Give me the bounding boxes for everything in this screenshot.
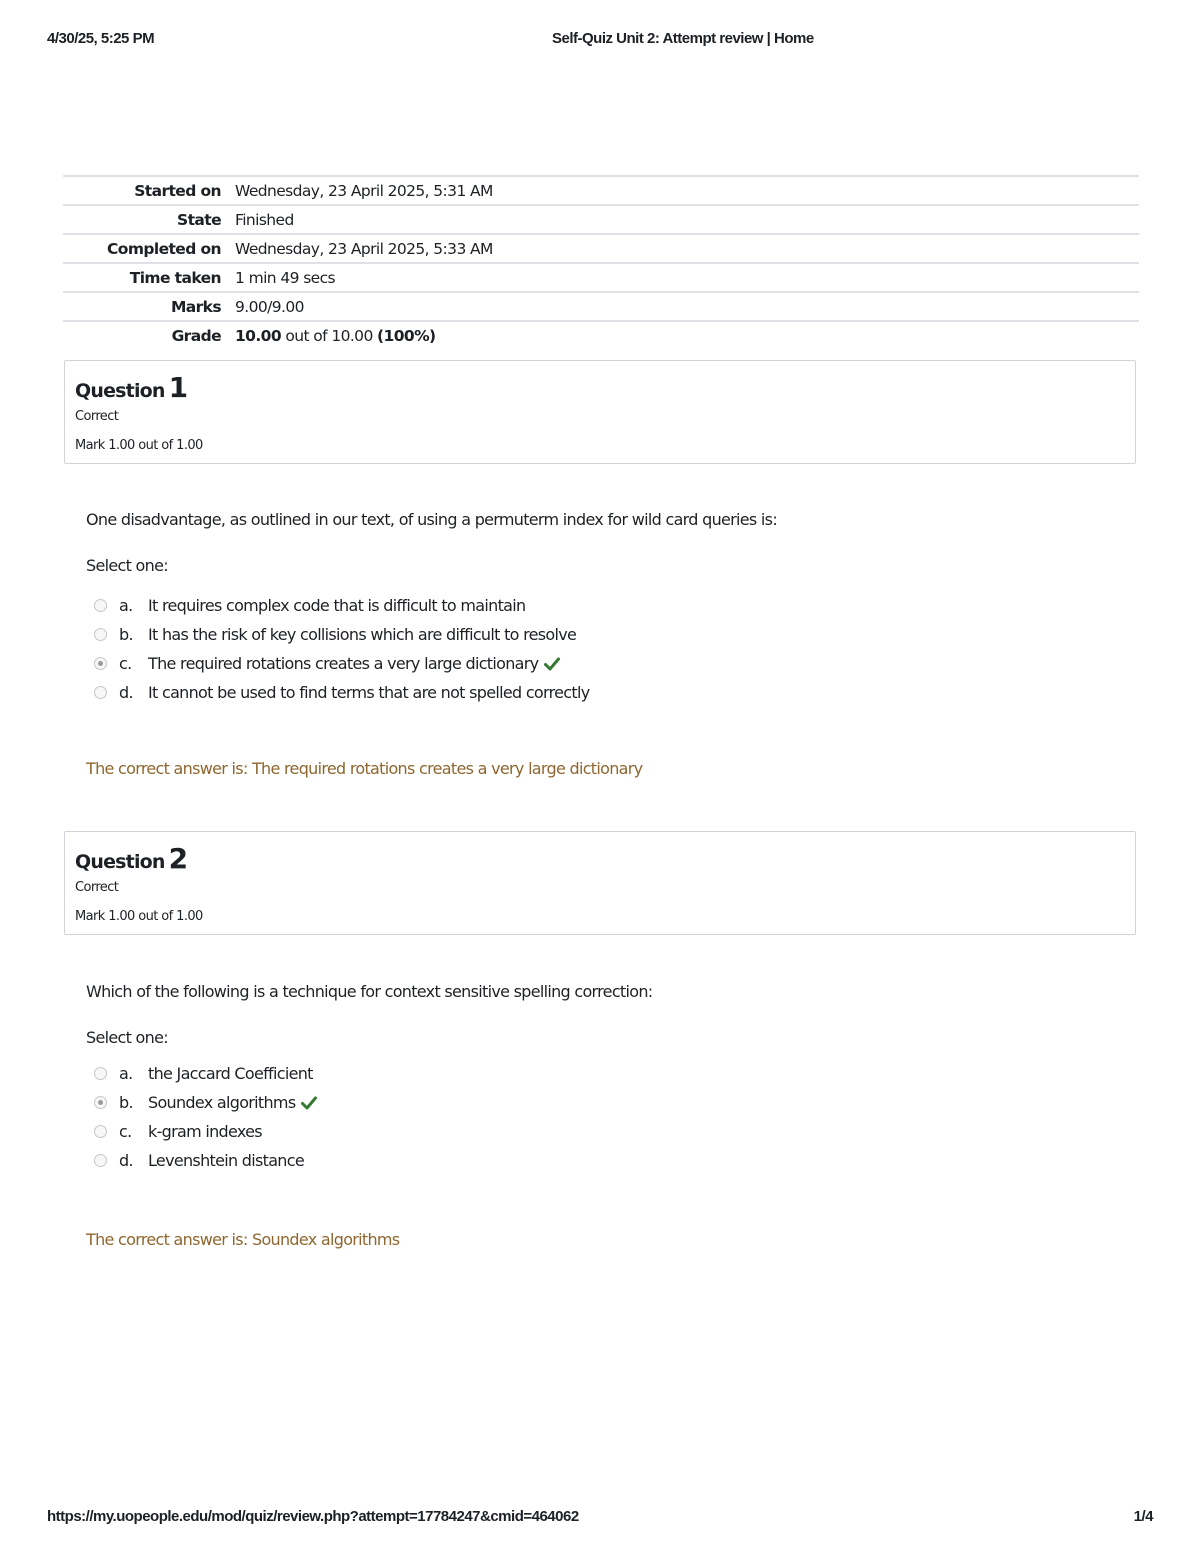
attempt-summary-table xyxy=(63,175,1139,349)
print-title: Self-Quiz Unit 2: Attempt review | Home xyxy=(552,30,814,47)
question-number-value: 1 xyxy=(168,371,188,404)
question-info-1 xyxy=(64,360,1136,464)
summary-value: Wednesday, 23 April 2025, 5:31 AM xyxy=(235,181,493,200)
answer-option-b[interactable] xyxy=(94,620,589,649)
grade-percent: (100%) xyxy=(377,326,436,345)
summary-row-marks xyxy=(63,292,1139,321)
answer-letter: c. xyxy=(119,1122,132,1141)
select-one-prompt: Select one: xyxy=(86,1028,168,1047)
answer-text: k-gram indexes xyxy=(148,1122,262,1141)
answer-letter: b. xyxy=(119,625,133,644)
answer-option-b[interactable] xyxy=(94,1088,317,1117)
question-state: Correct xyxy=(75,880,119,895)
question-content-1 xyxy=(86,510,1126,778)
correct-answer-feedback: The correct answer is: The required rotations creates a very large dictionary xyxy=(86,759,643,778)
summary-value xyxy=(229,321,1139,349)
page-number: 1/4 xyxy=(1133,1508,1153,1525)
summary-label: Marks xyxy=(170,297,221,316)
question-number xyxy=(75,371,187,404)
answer-text: Soundex algorithms xyxy=(148,1093,296,1112)
question-text: Which of the following is a technique for context sensitive spelling correction: xyxy=(86,982,653,1001)
correct-answer-feedback: The correct answer is: Soundex algorithms xyxy=(86,1230,400,1249)
summary-row-time xyxy=(63,263,1139,292)
answer-list xyxy=(94,591,589,707)
summary-value: 9.00/9.00 xyxy=(235,297,304,316)
summary-label: Completed on xyxy=(107,239,221,258)
answer-radio-selected[interactable] xyxy=(94,657,107,670)
select-one-prompt: Select one: xyxy=(86,556,168,575)
question-number xyxy=(75,842,187,875)
question-text: One disadvantage, as outlined in our text, of using a permuterm index for wild card queries is: xyxy=(86,510,778,529)
summary-row-completed xyxy=(63,234,1139,263)
answer-text: the Jaccard Coefficient xyxy=(148,1064,313,1083)
answer-text: It cannot be used to find terms that are not spelled correctly xyxy=(148,683,590,702)
answer-letter: b. xyxy=(119,1093,133,1112)
question-label: Question xyxy=(75,380,165,402)
summary-label: Grade xyxy=(171,326,221,345)
grade-out-of: out of 10.00 xyxy=(281,326,378,345)
answer-list xyxy=(94,1059,317,1175)
answer-radio[interactable] xyxy=(94,1154,107,1167)
grade-score: 10.00 xyxy=(235,326,282,345)
answer-radio[interactable] xyxy=(94,1125,107,1138)
answer-radio[interactable] xyxy=(94,628,107,641)
answer-option-d[interactable] xyxy=(94,678,589,707)
question-label: Question xyxy=(75,851,165,873)
print-url: https://my.uopeople.edu/mod/quiz/review.php?attempt=17784247&cmid=464062 xyxy=(47,1508,579,1525)
answer-letter: c. xyxy=(119,654,132,673)
summary-label: Started on xyxy=(134,181,221,200)
question-state: Correct xyxy=(75,409,119,424)
question-info-2 xyxy=(64,831,1136,935)
summary-value: Wednesday, 23 April 2025, 5:33 AM xyxy=(235,239,493,258)
answer-radio[interactable] xyxy=(94,1067,107,1080)
answer-radio-selected[interactable] xyxy=(94,1096,107,1109)
summary-value: 1 min 49 secs xyxy=(235,268,336,287)
answer-letter: a. xyxy=(119,1064,133,1083)
answer-radio[interactable] xyxy=(94,599,107,612)
print-header xyxy=(47,30,1153,50)
print-footer xyxy=(47,1508,1153,1528)
answer-text: The required rotations creates a very large dictionary xyxy=(148,654,539,673)
summary-row-grade xyxy=(63,321,1139,349)
summary-value: Finished xyxy=(235,210,294,229)
answer-option-c[interactable] xyxy=(94,649,589,678)
answer-radio[interactable] xyxy=(94,686,107,699)
answer-letter: d. xyxy=(119,1151,133,1170)
answer-letter: a. xyxy=(119,596,133,615)
answer-text: It has the risk of key collisions which are difficult to resolve xyxy=(148,625,577,644)
answer-option-d[interactable] xyxy=(94,1146,317,1175)
question-grade: Mark 1.00 out of 1.00 xyxy=(75,909,203,924)
answer-option-a[interactable] xyxy=(94,591,589,620)
answer-option-c[interactable] xyxy=(94,1117,317,1146)
correct-check-icon xyxy=(301,1096,317,1110)
question-number-value: 2 xyxy=(168,842,188,875)
summary-label: State xyxy=(177,210,221,229)
answer-option-a[interactable] xyxy=(94,1059,317,1088)
summary-row-state xyxy=(63,205,1139,234)
print-date: 4/30/25, 5:25 PM xyxy=(47,30,155,47)
correct-check-icon xyxy=(544,657,560,671)
answer-text: Levenshtein distance xyxy=(148,1151,304,1170)
answer-text: It requires complex code that is difficult to maintain xyxy=(148,596,526,615)
question-grade: Mark 1.00 out of 1.00 xyxy=(75,438,203,453)
question-content-2 xyxy=(86,982,1126,1249)
summary-label: Time taken xyxy=(129,268,221,287)
summary-row-started xyxy=(63,176,1139,205)
answer-letter: d. xyxy=(119,683,133,702)
